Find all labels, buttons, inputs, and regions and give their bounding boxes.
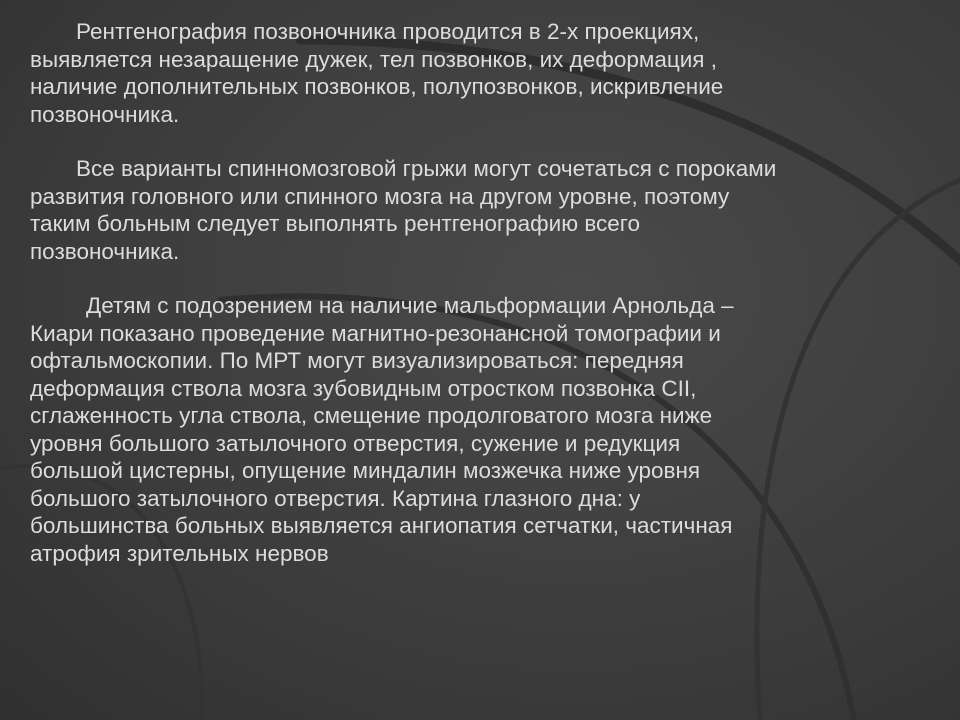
text-line: таким больным следует выполнять рентгенографию всего bbox=[30, 211, 641, 236]
text-line: выявляется незаращение дужек, тел позвонков, их деформация , bbox=[30, 46, 717, 72]
text-line: Рентгенография позвоночника проводится в 2-х проекциях, bbox=[76, 19, 700, 44]
slide-text bbox=[30, 18, 935, 567]
text-line: атрофия зрительных нервов bbox=[30, 540, 329, 566]
text-line: сглаженность угла ствола, смещение продолговатого мозга ниже bbox=[30, 403, 713, 428]
text-line: развития головного или спинного мозга на другом уровне, поэтому bbox=[30, 183, 730, 209]
text-line: Киари показано проведение магнитно-резонансной томографии и bbox=[30, 320, 721, 346]
text-line: наличие дополнительных позвонков, полупозвонков, искривление bbox=[30, 74, 724, 99]
paragraph-arnold-chiari bbox=[30, 292, 935, 567]
text-line: большинства больных выявляется ангиопатия сетчатки, частичная bbox=[30, 513, 733, 538]
text-line: офтальмоскопии. По МРТ могут визуализироваться: передняя bbox=[30, 348, 684, 373]
paragraph-radiography bbox=[30, 18, 935, 128]
text-line: позвоночника. bbox=[30, 238, 180, 264]
text-line: большого затылочного отверстия. Картина глазного дна: у bbox=[30, 485, 641, 511]
text-line: позвоночника. bbox=[30, 101, 180, 127]
paragraph-spinal-hernia bbox=[30, 155, 935, 265]
text-line: Все варианты спинномозговой грыжи могут сочетаться с пороками bbox=[76, 156, 777, 181]
text-line: Детям с подозрением на наличие мальформации Арнольда – bbox=[86, 293, 734, 318]
text-line: уровня большого затылочного отверстия, сужение и редукция bbox=[30, 430, 681, 456]
text-line: большой цистерны, опущение миндалин мозжечка ниже уровня bbox=[30, 458, 701, 483]
text-line: деформация ствола мозга зубовидным отростком позвонка CII, bbox=[30, 375, 697, 401]
